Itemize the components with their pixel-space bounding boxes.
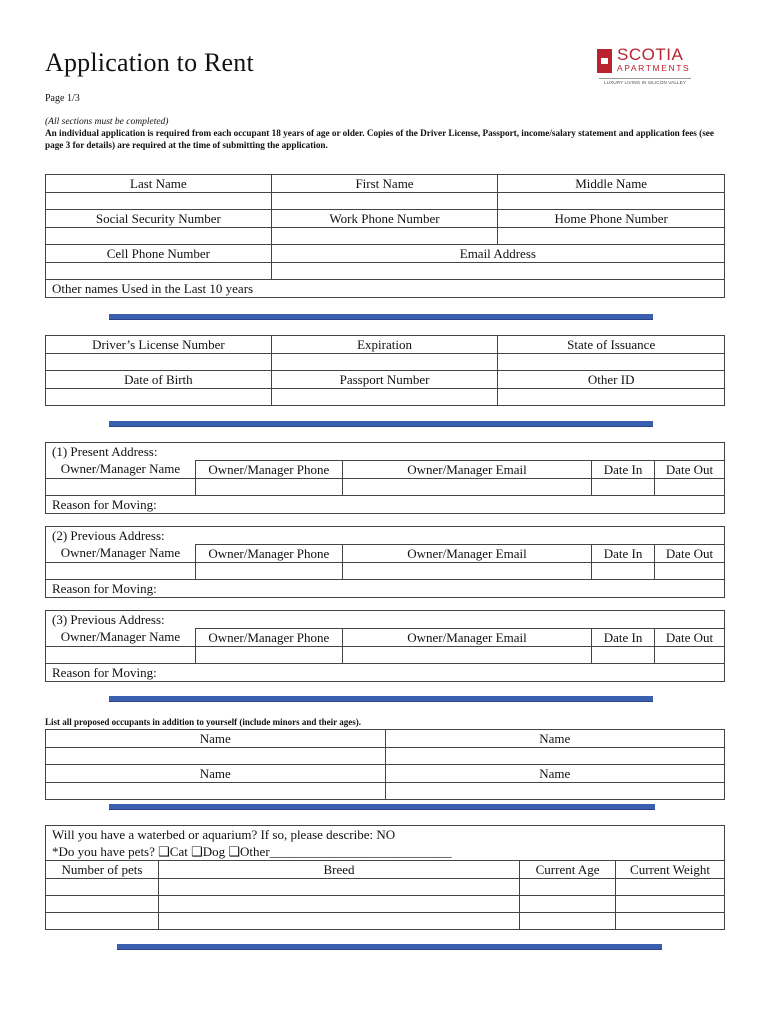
current-weight-label: Current Weight [616,861,725,879]
date-in-label: Date In [592,461,655,479]
pet-weight-field[interactable] [616,913,725,930]
owner-email-label: Owner/Manager Email [342,545,591,563]
page-title: Application to Rent [45,48,254,77]
owner-name-field[interactable] [46,647,196,664]
date-out-field[interactable] [655,563,725,580]
date-in-label: Date In [592,629,655,647]
email-label: Email Address [271,245,724,263]
home-phone-label: Home Phone Number [498,210,725,228]
owner-email-label: Owner/Manager Email [342,461,591,479]
last-name-label: Last Name [46,175,272,193]
work-phone-field[interactable] [271,228,498,245]
other-names-field[interactable]: Other names Used in the Last 10 years [46,280,725,298]
date-out-field[interactable] [655,479,725,496]
date-out-label: Date Out [655,545,725,563]
address-table-3 [45,610,725,682]
occupant-name-field[interactable] [46,748,386,765]
occupant-name-label: Name [385,765,725,783]
section-divider [109,696,653,701]
home-phone-field[interactable] [498,228,725,245]
last-name-field[interactable] [46,193,272,210]
occupants-table [45,729,725,800]
email-field[interactable] [271,263,724,280]
section-divider [109,804,655,809]
owner-phone-field[interactable] [195,479,342,496]
logo-name: SCOTIA [617,45,684,64]
owner-phone-label: Owner/Manager Phone [195,461,342,479]
address-table-2 [45,526,725,598]
first-name-label: First Name [271,175,498,193]
expiration-label: Expiration [271,336,498,354]
passport-label: Passport Number [271,371,498,389]
occupant-name-label: Name [46,730,386,748]
cell-phone-label: Cell Phone Number [46,245,272,263]
pet-number-field[interactable] [46,913,159,930]
reason-field[interactable]: Reason for Moving: [46,496,725,514]
owner-phone-label: Owner/Manager Phone [195,545,342,563]
identity-table [45,335,725,406]
pet-weight-field[interactable] [616,896,725,913]
pet-age-field[interactable] [520,913,616,930]
ssn-label: Social Security Number [46,210,272,228]
pet-age-field[interactable] [520,879,616,896]
middle-name-label: Middle Name [498,175,725,193]
date-in-label: Date In [592,545,655,563]
expiration-field[interactable] [271,354,498,371]
pets-table [45,825,725,930]
owner-name-label: Owner/Manager Name [46,545,196,563]
owner-phone-field[interactable] [195,647,342,664]
breed-label: Breed [158,861,519,879]
reason-field[interactable]: Reason for Moving: [46,664,725,682]
owner-name-label: Owner/Manager Name [46,461,196,479]
logo-mark-icon [597,49,612,73]
scotia-logo [595,45,695,93]
dob-field[interactable] [46,389,272,406]
logo-sub: APARTMENTS [617,63,691,73]
occupant-name-field[interactable] [46,783,386,800]
owner-name-field[interactable] [46,479,196,496]
number-of-pets-label: Number of pets [46,861,159,879]
section-divider [117,944,662,949]
other-id-field[interactable] [498,389,725,406]
date-in-field[interactable] [592,563,655,580]
pet-number-field[interactable] [46,896,159,913]
current-age-label: Current Age [520,861,616,879]
instruction-italic: (All sections must be completed) [45,117,169,127]
middle-name-field[interactable] [498,193,725,210]
license-field[interactable] [46,354,272,371]
section-divider [109,314,653,319]
address-title: (1) Present Address: [46,443,725,461]
address-title: (2) Previous Address: [46,527,725,545]
occupant-name-field[interactable] [385,748,725,765]
address-title: (3) Previous Address: [46,611,725,629]
occupant-name-label: Name [385,730,725,748]
other-id-label: Other ID [498,371,725,389]
date-out-label: Date Out [655,461,725,479]
pet-breed-field[interactable] [158,913,519,930]
date-out-field[interactable] [655,647,725,664]
occupants-instruction: List all proposed occupants in addition to yourself (include minors and their ages). [45,717,361,727]
owner-name-label: Owner/Manager Name [46,629,196,647]
owner-email-field[interactable] [342,563,591,580]
owner-phone-label: Owner/Manager Phone [195,629,342,647]
pet-breed-field[interactable] [158,879,519,896]
first-name-field[interactable] [271,193,498,210]
cell-phone-field[interactable] [46,263,272,280]
owner-email-field[interactable] [342,647,591,664]
waterbed-question: Will you have a waterbed or aquarium? If so, please describe: NO [46,826,725,844]
pet-number-field[interactable] [46,879,159,896]
dob-label: Date of Birth [46,371,272,389]
state-label: State of Issuance [498,336,725,354]
instruction-text: An individual application is required from each occupant 18 years of age or older. Copies of the Driver License, Passport, income/salary statement and application fees (see page 3 for details) are required at the time of submitting the application. [45,128,714,150]
owner-name-field[interactable] [46,563,196,580]
date-out-label: Date Out [655,629,725,647]
reason-field[interactable]: Reason for Moving: [46,580,725,598]
passport-field[interactable] [271,389,498,406]
occupant-name-label: Name [46,765,386,783]
personal-info-table [45,174,725,298]
ssn-field[interactable] [46,228,272,245]
owner-email-label: Owner/Manager Email [342,629,591,647]
page-number: Page 1/3 [45,93,80,104]
pet-breed-field[interactable] [158,896,519,913]
pet-age-field[interactable] [520,896,616,913]
date-in-field[interactable] [592,647,655,664]
section-divider [109,421,653,426]
pets-question[interactable]: *Do you have pets? ❑Cat ❑Dog ❑Other____________________________ [46,843,725,861]
owner-email-field[interactable] [342,479,591,496]
address-table-1 [45,442,725,514]
pet-weight-field[interactable] [616,879,725,896]
owner-phone-field[interactable] [195,563,342,580]
occupant-name-field[interactable] [385,783,725,800]
state-field[interactable] [498,354,725,371]
date-in-field[interactable] [592,479,655,496]
work-phone-label: Work Phone Number [271,210,498,228]
logo-tagline: LUXURY LIVING IN SILICON VALLEY [599,78,691,86]
license-label: Driver’s License Number [46,336,272,354]
